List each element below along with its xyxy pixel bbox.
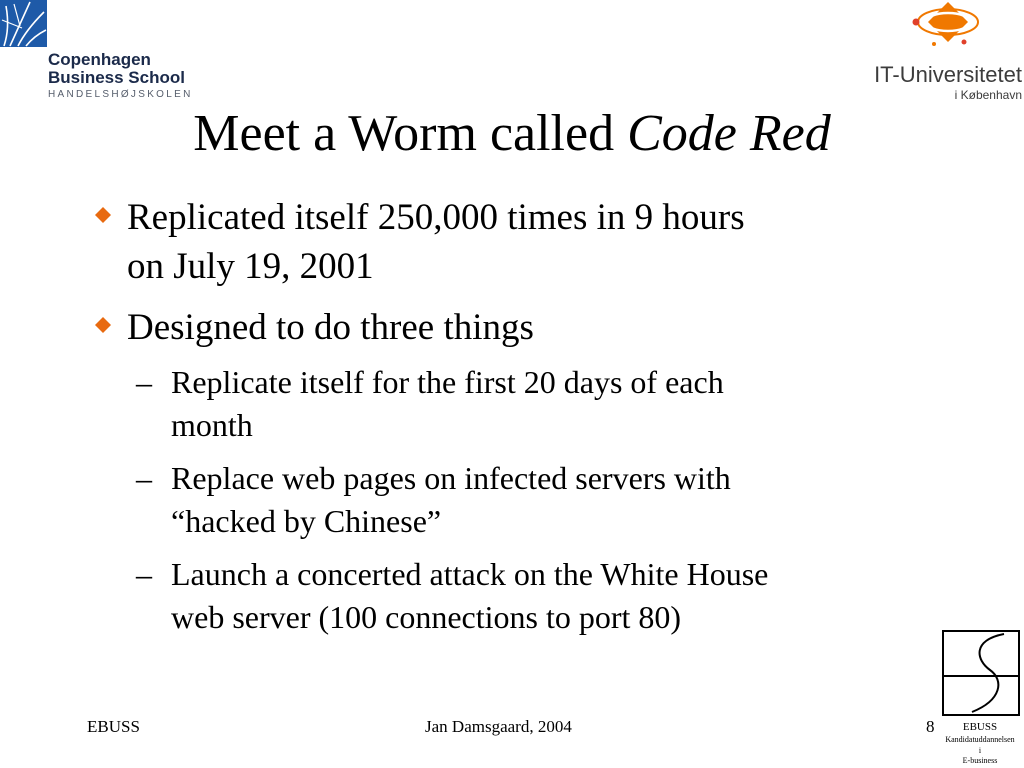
sub-bullet-2-line1: Replace web pages on infected servers with <box>171 460 731 496</box>
itu-emblem-icon <box>904 0 984 58</box>
bullet-1-line2: on July 19, 2001 <box>127 246 374 287</box>
dash-marker: – <box>136 460 152 496</box>
title-plain: Meet a Worm called <box>193 105 628 162</box>
cbs-logo-line2: Business School <box>48 68 185 87</box>
cbs-logo-line1: Copenhagen <box>48 50 151 69</box>
badge-subtitle-3: E-business <box>962 756 998 765</box>
badge-name: EBUSS <box>962 721 998 733</box>
itu-logo-subtitle: i København <box>954 88 1022 102</box>
sub-bullet-1-line1: Replicate itself for the first 20 days of each <box>171 364 724 400</box>
badge-subtitle-2: i <box>978 746 982 755</box>
dash-marker: – <box>136 364 152 400</box>
footer-author: Jan Damsgaard, 2004 <box>425 717 572 736</box>
sub-bullet-1-line2: month <box>171 407 253 443</box>
diamond-bullet-icon <box>95 317 111 333</box>
cbs-emblem-icon <box>0 0 47 47</box>
itu-logo-name: IT-Universitetet <box>874 62 1022 87</box>
title-italic: Code Red <box>627 105 831 162</box>
diamond-bullet-icon <box>95 207 111 223</box>
bullet-1-line1: Replicated itself 250,000 times in 9 hours <box>127 197 745 238</box>
bullet-2-line1: Designed to do three things <box>127 307 534 348</box>
sub-bullet-2-line2: “hacked by Chinese” <box>171 503 442 539</box>
ebuss-logo-icon <box>942 630 1020 716</box>
slide-title <box>0 103 1024 165</box>
cbs-logo-line3: HANDELSHØJSKOLEN <box>48 89 193 100</box>
sub-bullet-3-line2: web server (100 connections to port 80) <box>171 599 682 635</box>
footer-course: EBUSS <box>87 717 140 736</box>
page-number: 8 <box>926 717 935 736</box>
dash-marker: – <box>136 556 152 592</box>
sub-bullet-3-line1: Launch a concerted attack on the White House <box>171 556 769 592</box>
badge-subtitle-1: Kandidatuddannelsen <box>945 735 1015 744</box>
